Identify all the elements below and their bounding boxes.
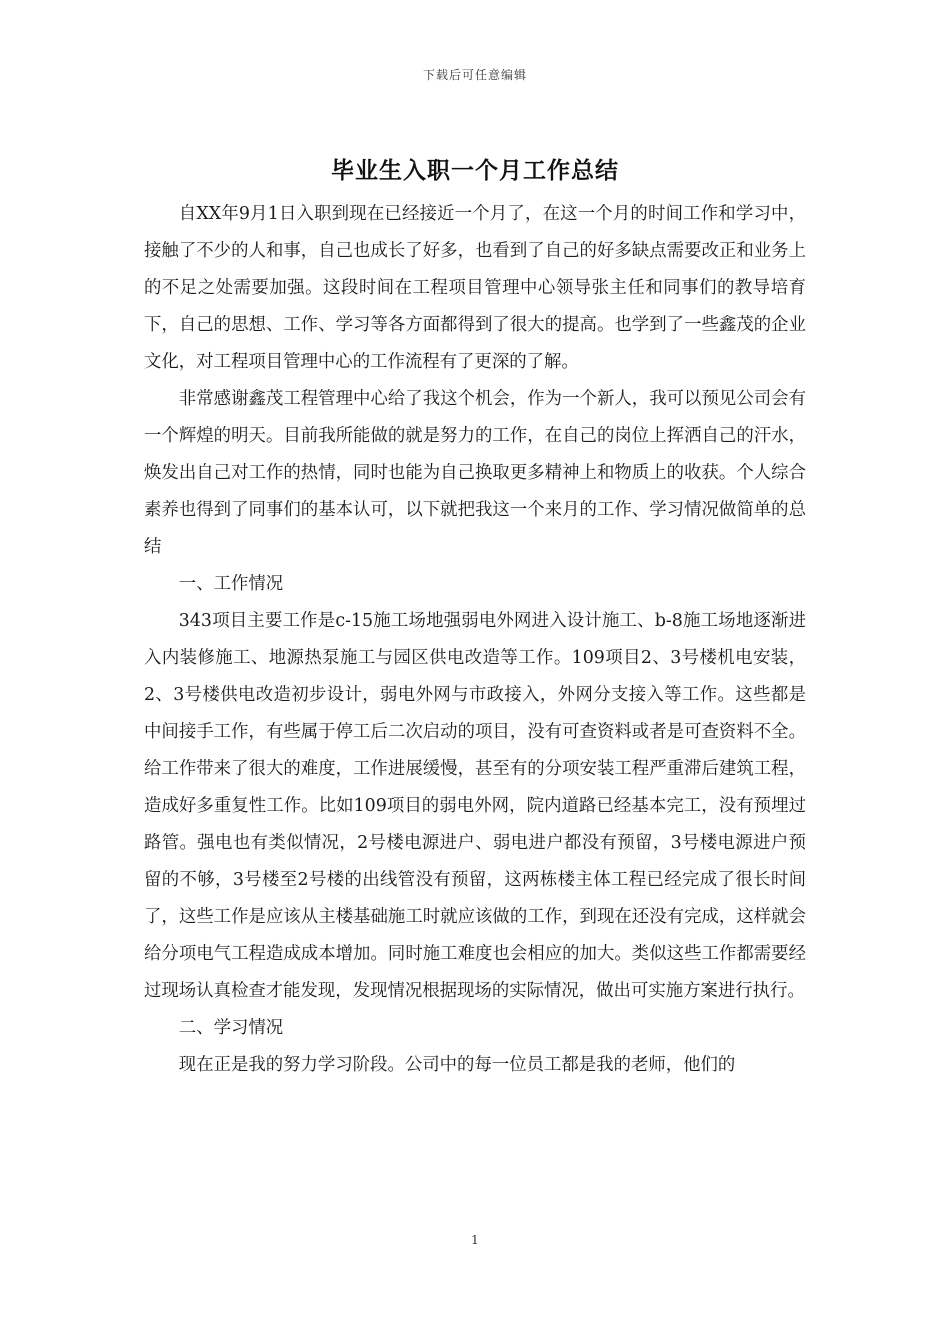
section-heading-study: 二、学习情况 — [178, 1018, 284, 1038]
document-body — [144, 196, 806, 1084]
page-number: 1 — [471, 1233, 479, 1247]
paragraph-study: 现在正是我的努力学习阶段。公司中的每一位员工都是我的老师，他们的 — [178, 1055, 736, 1075]
paragraph-work: 343项目主要工作是c-15施工场地强弱电外网进入设计施工、b-8施工场地逐渐进入内装修施工、地源热泵施工与园区供电改造等工作。109项目2、3号楼机电安装，2、3号楼供电改造初步设计，弱电外网与市政接入，外网分支接入等工作。这些都是中间接手工作，有些属于停工后二次启动的项目，没有可查资料或者是可查资料不全。给工作带来了很大的难度，工作进展缓慢，甚至有的分项安装工程严重滞后建筑工程，造成好多重复性工作。比如109项目的弱电外网，院内道路已经基本完工，没有预埋过路管。强电也有类似情况，2号楼电源进户、弱电进户都没有预留，3号楼电源进户预留的不够，3号楼至2号楼的出线管没有预留，这两栋楼主体工程已经完成了很长时间了，这些工作是应该从主楼基础施工时就应该做的工作，到现在还没有完成，这样就会给分项电气工程造成成本增加。同时施工难度也会相应的加大。类似这些工作都需要经过现场认真检查才能发现，发现情况根据现场的实际情况，做出可实施方案进行执行。 — [144, 611, 806, 1001]
document-title: 毕业生入职一个月工作总结 — [331, 157, 619, 184]
section-heading-work: 一、工作情况 — [178, 574, 284, 594]
header-note: 下载后可任意编辑 — [422, 68, 527, 82]
paragraph-thanks: 非常感谢鑫茂工程管理中心给了我这个机会，作为一个新人，我可以预见公司会有一个辉煌的明天。目前我所能做的就是努力的工作，在自己的岗位上挥洒自己的汗水，焕发出自己对工作的热情，同时也能为自己换取更多精神上和物质上的收获。个人综合素养也得到了同事们的基本认可，以下就把我这一个来月的工作、学习情况做简单的总结 — [144, 389, 806, 557]
paragraph-intro: 自XX年9月1日入职到现在已经接近一个月了，在这一个月的时间工作和学习中，接触了不少的人和事，自己也成长了好多，也看到了自己的好多缺点需要改正和业务上的不足之处需要加强。这段时间在工程项目管理中心领导张主任和同事们的教导培育下，自己的思想、工作、学习等各方面都得到了很大的提高。也学到了一些鑫茂的企业文化，对工程项目管理中心的工作流程有了更深的了解。 — [144, 204, 806, 372]
